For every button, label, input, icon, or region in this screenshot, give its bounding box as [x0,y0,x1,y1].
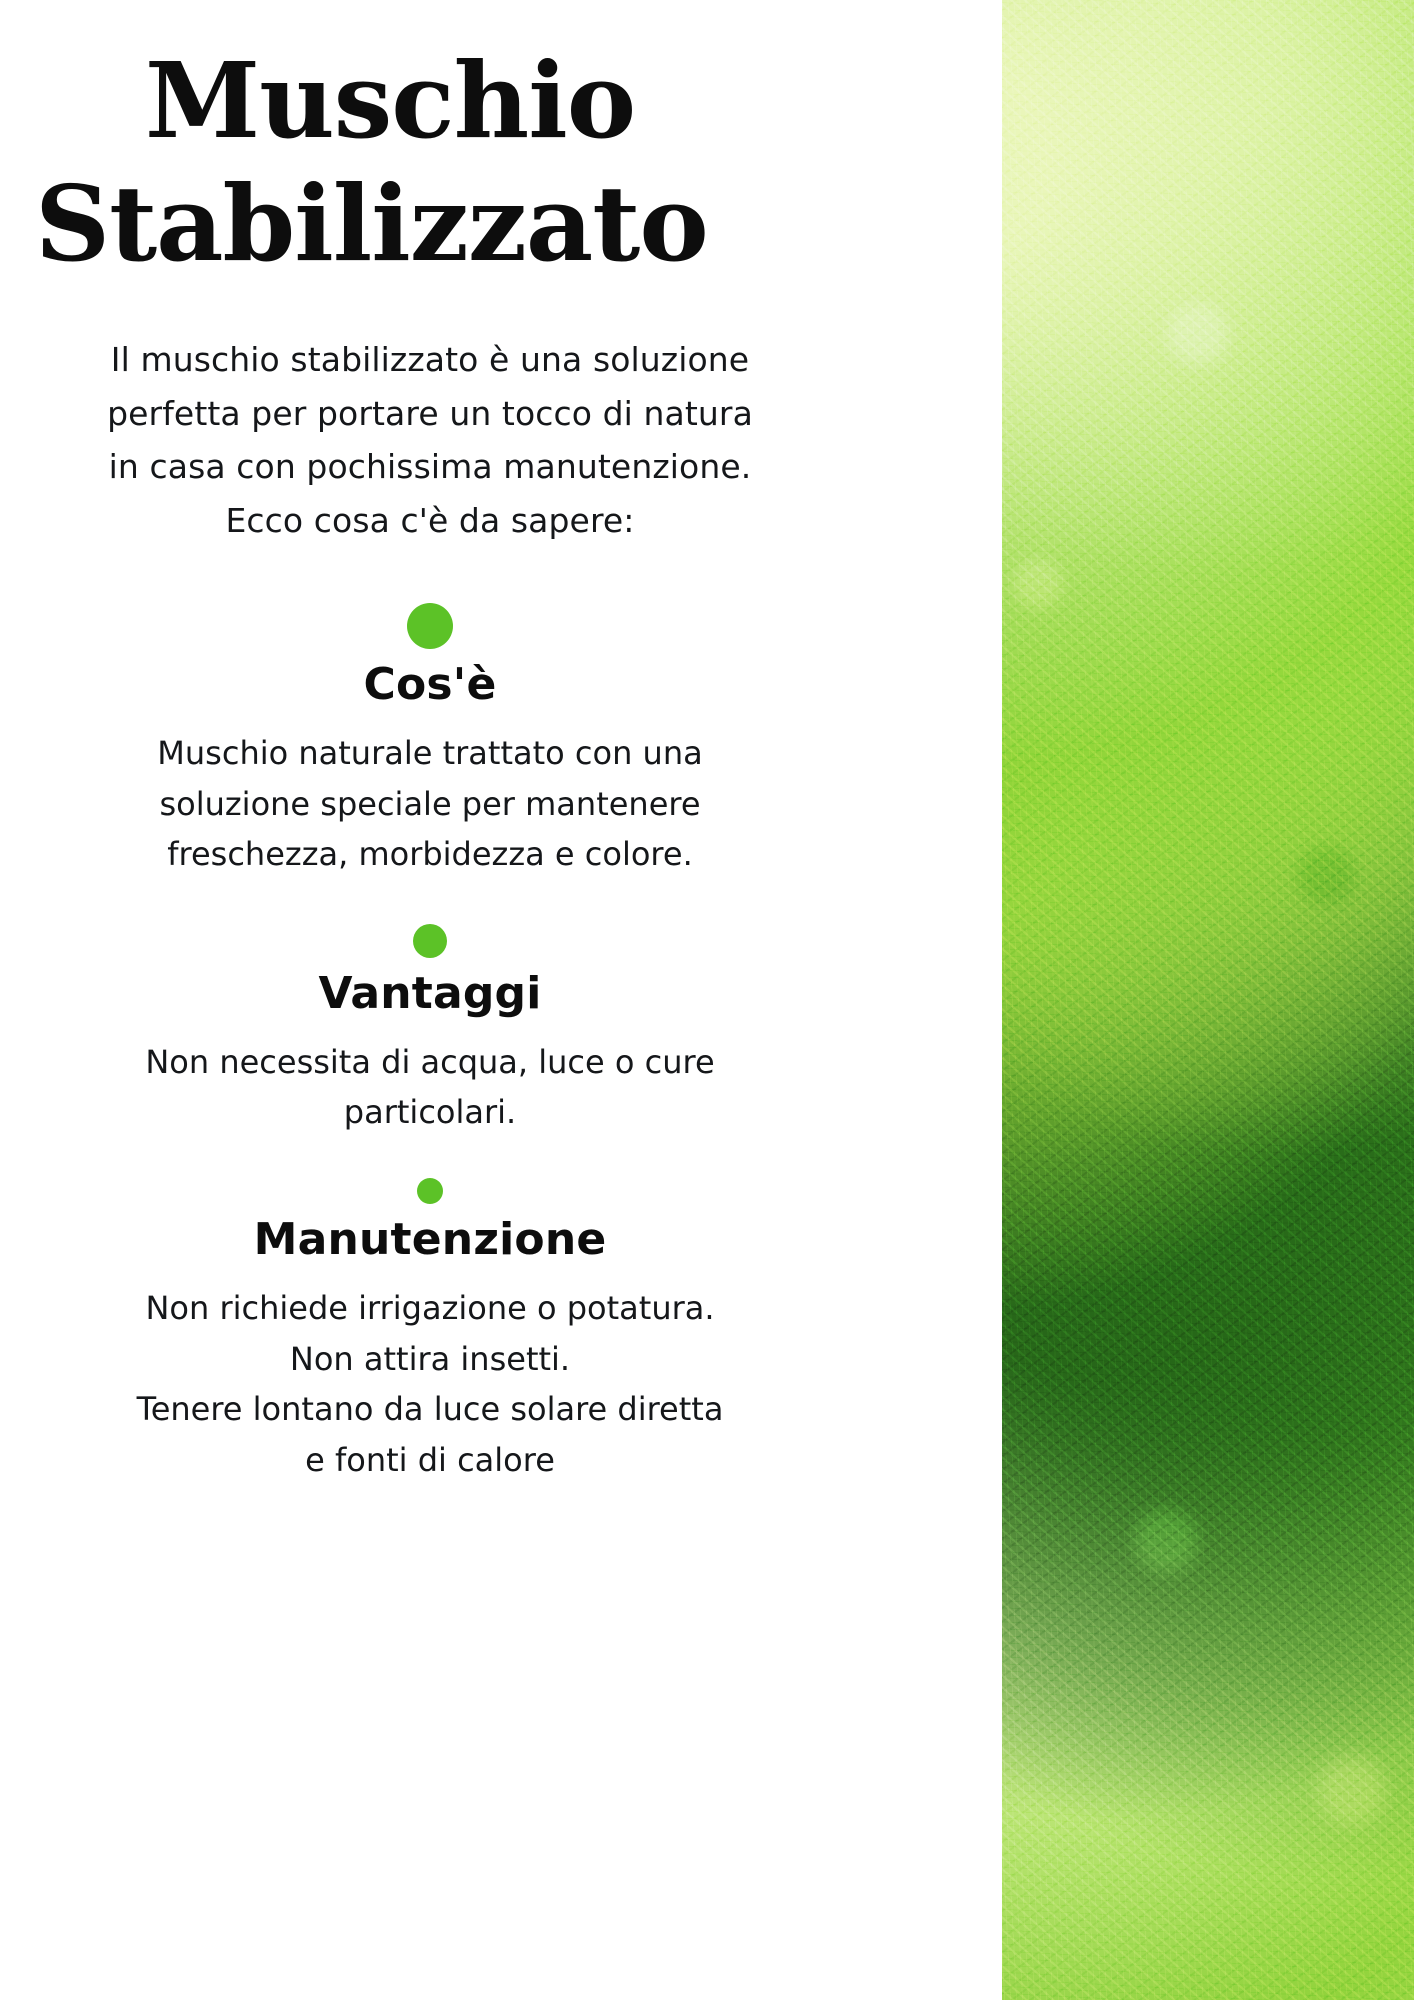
section-body-line: soluzione speciale per mantenere [159,784,701,823]
section-body-line: particolari. [343,1093,517,1132]
intro-paragraph: Il muschio stabilizzato è una soluzione perfetta per portare un tocco di natura in casa con pochissima manutenzione. Ecco cosa c'è da sapere: [107,340,753,540]
page-title [0,40,860,285]
section-body-vantaggi [80,1037,780,1138]
section-body-manutenzione [80,1283,780,1485]
section-heading-manutenzione: Manutenzione [253,1213,607,1265]
section-vantaggi [0,924,860,1138]
section-manutenzione [0,1178,860,1485]
section-body-line: e fonti di calore [305,1440,555,1479]
moss-photo [854,0,1414,2000]
section-body-line: freschezza, morbidezza e colore. [167,835,693,874]
bullet-dot-icon [417,1178,443,1204]
section-heading-vantaggi: Vantaggi [318,967,542,1019]
page-title-line-2: Stabilizzato [35,161,708,285]
section-body-line: Tenere lontano da luce solare diretta [136,1390,724,1429]
section-body-line: Non richiede irrigazione o potatura. [145,1288,715,1327]
section-body-line: Muschio naturale trattato con una [157,734,703,773]
section-body-line: Non necessita di acqua, luce o cure [145,1042,715,1081]
section-body-cose [80,728,780,880]
bullet-dot-icon [413,924,447,958]
page-title-line-1: Muschio [145,39,636,162]
moss-photo-ragged-edge [854,0,1002,2000]
bullet-dot-icon [407,603,453,649]
section-cose [0,603,860,880]
section-body-line: Non attira insetti. [289,1339,571,1378]
section-heading-cose: Cos'è [363,659,497,711]
